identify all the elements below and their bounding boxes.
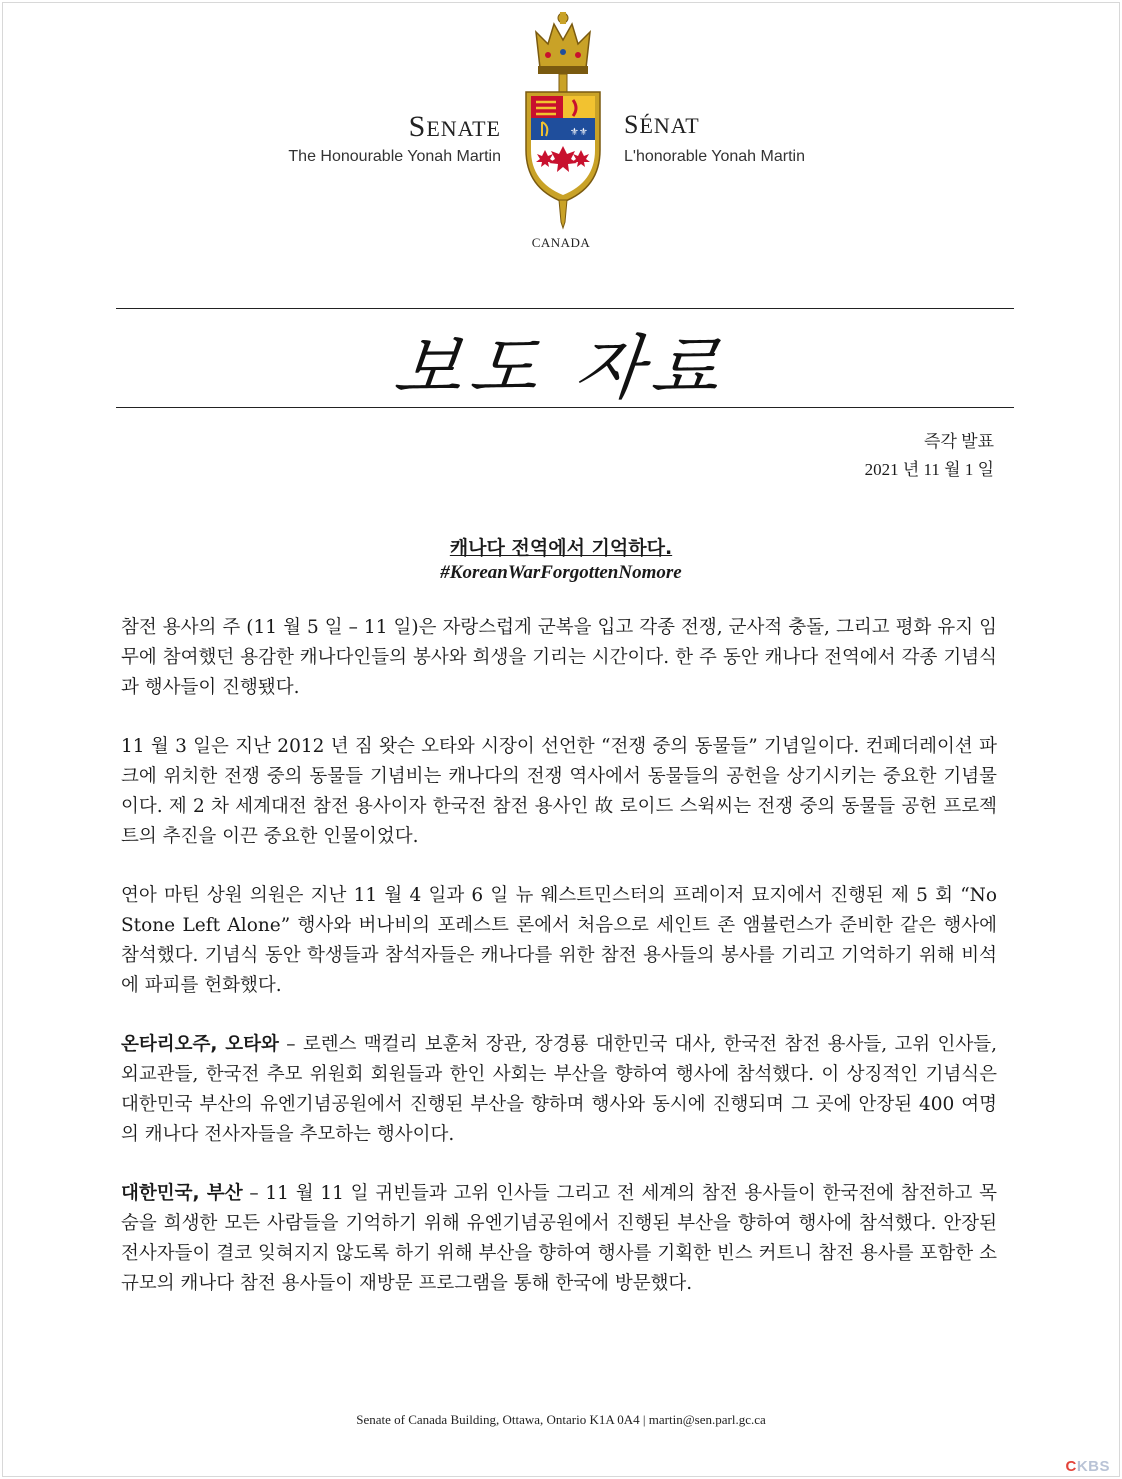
- release-type: 즉각 발표: [924, 432, 994, 451]
- paragraph-text: 11 월 3 일은 지난 2012 년 짐 왓슨 오타와 시장이 선언한 “전쟁 중의 동물들” 기념일이다. 컨페더레이션 파크에 위치한 전쟁 중의 동물들 기념비는 캐나다의 전쟁 역사에서 동물들의 공헌을 상기시키는 중요한 기념물이다. 제 2 차 세계대전 참전 용사이자 한국전 참전 용사인 故 로이드 스윅씨는 전쟁 중의 동물들 공헌 프로젝트의 추진을 이끈 중요한 인물이었다.: [121, 736, 997, 847]
- paragraph-text: – 11 월 11 일 귀빈들과 고위 인사들 그리고 전 세계의 참전 용사들이 한국전에 참전하고 목숨을 희생한 모든 사람들을 기억하기 위해 유엔기념공원에서 진행된 부산을 향하여 행사에 참석했다. 안장된 전사자들이 결코 잊혀지지 않도록 하기 위해 부산을 향하여 행사를 기획한 빈스 커트니 참전 용사를 포함한 소규모의 캐나다 참전 용사들이 재방문 프로그램을 통해 한국에 방문했다.: [121, 1183, 997, 1294]
- paragraph: [121, 613, 997, 703]
- watermark-c: C: [1065, 1458, 1077, 1475]
- release-info: [865, 428, 994, 484]
- headline: 캐나다 전역에서 기억하다.: [449, 537, 673, 559]
- page-title: 보도 자료: [389, 327, 732, 409]
- honourable-name-fr: L'honorable Yonah Martin: [624, 148, 805, 165]
- kbs-watermark: [1065, 1458, 1110, 1475]
- senate-wordmark-en: SENATE: [408, 110, 501, 143]
- watermark-kbs: KBS: [1076, 1458, 1110, 1475]
- paragraph-text: 연아 마틴 상원 의원은 지난 11 월 4 일과 6 일 뉴 웨스트민스터의 프레이저 묘지에서 진행된 제 5 회 “No Stone Left Alone” 행사와 버나비의 포레스트 론에서 처음으로 세인트 존 앰뷸런스가 준비한 같은 행사에 참석했다. 기념식 동안 학생들과 참석자들은 캐나다를 위한 참전 용사들의 봉사를 기리고 기억하기 위해 비석에 파피를 헌화했다.: [121, 885, 997, 996]
- honourable-name-en: The Honourable Yonah Martin: [288, 148, 501, 165]
- paragraph-lead: 온타리오주, 오타와: [121, 1034, 279, 1055]
- paragraph: [121, 732, 997, 852]
- svg-text:⚜⚜: ⚜⚜: [570, 127, 588, 138]
- paragraph: [121, 1179, 997, 1299]
- paragraph-lead: 대한민국, 부산: [121, 1183, 243, 1204]
- paragraph: [121, 1030, 997, 1150]
- senate-coat-of-arms-icon: [518, 10, 608, 230]
- hashtag: #KoreanWarForgottenNomore: [440, 562, 682, 583]
- title-top-rule: [116, 308, 1014, 309]
- country-label: CANADA: [531, 235, 591, 250]
- senate-wordmark-fr: SÉNAT: [624, 110, 700, 139]
- article-body: [121, 613, 997, 1328]
- title-bottom-rule: [116, 407, 1014, 408]
- paragraph: [121, 881, 997, 1001]
- release-date: 2021 년 11 월 1 일: [864, 460, 994, 479]
- paragraph-text: – 로렌스 맥컬리 보훈처 장관, 장경룡 대한민국 대사, 한국전 참전 용사들, 고위 인사들, 외교관들, 한국전 추모 위원회 회원들과 한인 사회는 부산을 향하여 행사에 참석했다. 이 상징적인 기념식은 대한민국 부산의 유엔기념공원에서 진행된 부산을 향하며 행사와 동시에 진행되며 그 곳에 안장된 400 여명의 캐나다 전사자들을 추모하는 행사이다.: [121, 1034, 998, 1145]
- paragraph-text: 참전 용사의 주 (11 월 5 일 – 11 일)은 자랑스럽게 군복을 입고 각종 전쟁, 군사적 충돌, 그리고 평화 유지 임무에 참여했던 용감한 캐나다인들의 봉사와 희생을 기리는 시간이다. 한 주 동안 캐나다 전역에서 각종 기념식과 행사들이 진행됐다.: [121, 617, 997, 698]
- footer-address: Senate of Canada Building, Ottawa, Ontario K1A 0A4 | martin@sen.parl.gc.ca: [356, 1412, 766, 1427]
